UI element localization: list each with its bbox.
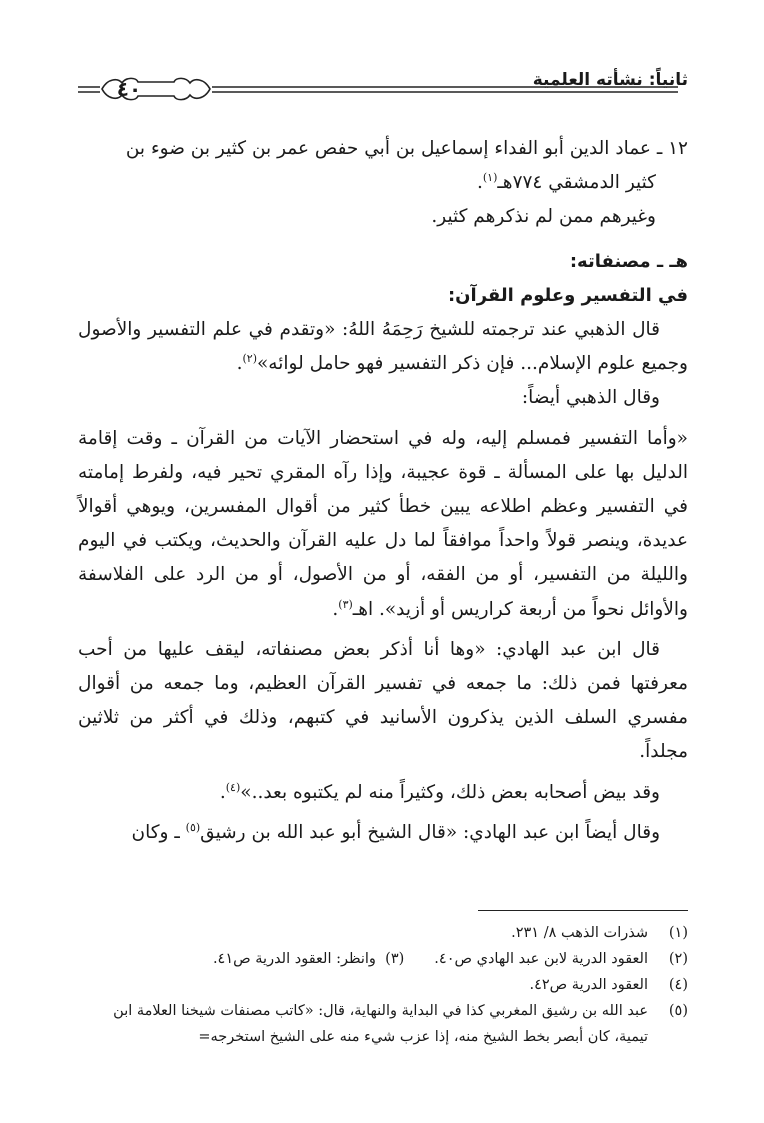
footnote-ref-1: (١) — [482, 171, 498, 185]
footnote-ref-5: (٥) — [185, 820, 201, 834]
footnote-number: (٥) — [668, 1003, 688, 1019]
footnote-number: (٤) — [668, 977, 688, 993]
list-item-12-line2: كثير الدمشقي ٧٧٤هـ — [497, 172, 656, 194]
footnote-text: عبد الله بن رشيق المغربي كذا في البداية والنهاية، قال: «كاتب مصنفات شيخنا العلامة ابن تيمية، كان أبصر بخط الشيخ منه، إذا عزب شيء منه على الشيخ استخرجه= — [113, 1003, 648, 1045]
footnote — [78, 998, 688, 1050]
footnote-separator — [478, 910, 688, 911]
quotation-paragraph — [78, 422, 688, 627]
page-number: ٤٠ — [116, 77, 142, 101]
paragraph-text: وقال أيضاً ابن عبد الهادي: «قال الشيخ أبو عبد الله بن رشيق — [200, 821, 660, 843]
footnote-number: (٢) — [668, 951, 688, 967]
sub-heading: في التفسير وعلوم القرآن: — [447, 284, 688, 306]
section-heading: هـ ـ مصنفاته: — [569, 250, 688, 272]
others-line: وغيرهم ممن لم نذكرهم كثير. — [431, 206, 656, 228]
punctuation: . — [236, 353, 243, 375]
footnotes — [78, 920, 688, 1050]
footnote-text: العقود الدرية لابن عبد الهادي ص٤٠. — [434, 951, 648, 967]
list-item-12-continuation — [78, 166, 688, 200]
running-header — [78, 70, 688, 110]
footnote-number: (٣) — [385, 951, 405, 967]
footnote — [78, 972, 688, 998]
paragraph: وقال الذهبي أيضاً: — [521, 387, 660, 409]
footnote-ref-4: (٤) — [225, 780, 241, 794]
paragraph — [78, 313, 688, 381]
main-text — [78, 132, 688, 850]
paragraph-text: «وأما التفسير فمسلم إليه، وله في استحضار الآيات من القرآن ـ وقت إقامة الدليل بها على المسألة ـ قوة عجيبة، وإذا رآه المقري تحير فيه، ولفرط إمامته في التفسير وعظم اطلاعه يبين خطأ كثير من أقوال المفسرين، ويوهي أقوالاً عديدة، وينصر قولاً واحداً موافقاً لما دل عليه القرآن والحديث، ويكتب في اليوم والليلة من التفسير، أو من الفقه، أو من الأصول، أو من الرد على الفلاسفة والأوائل نحواً من أربعة كراريس أو أزيد». اهـ — [78, 427, 688, 620]
footnote-text: شذرات الذهب ٨/ ٢٣١. — [511, 925, 648, 941]
list-item-12-line1: ١٢ ـ عماد الدين أبو الفداء إسماعيل بن أبي حفص عمر بن كثير بن ضوء بن — [125, 138, 688, 159]
paragraph — [78, 776, 688, 810]
paragraph: قال ابن عبد الهادي: «وها أنا أذكر بعض مصنفاته، ليقف عليها من أحب معرفتها فمن ذلك: ما جمعه في تفسير القرآن العظيم، وما جمعه من أقوال مفسري السلف الذين يذكرون الأسانيد في كتبهم، وذلك في أكثر من ثلاثين مجلداً. — [78, 638, 688, 763]
paragraph — [78, 816, 688, 850]
footnote — [78, 920, 688, 946]
footnote-ref-2: (٢) — [242, 352, 257, 366]
paragraph-text: وقد بيض أصحابه بعض ذلك، وكثيراً منه لم يكتبوه بعد..» — [240, 781, 660, 803]
footnote-ref-3: (٣) — [338, 597, 353, 611]
running-title: ثانياً: نشأته العلمية — [532, 70, 688, 90]
punctuation: . — [332, 598, 339, 620]
list-item-12 — [78, 132, 688, 166]
footnote-text: العقود الدرية ص٤٢. — [529, 977, 648, 993]
page-number-ornament — [78, 74, 678, 104]
footnote-number: (١) — [668, 925, 688, 941]
paragraph-text: ـ وكان — [131, 821, 186, 843]
footnote-text: وانظر: العقود الدرية ص٤١. — [212, 951, 376, 967]
footnote — [78, 946, 688, 972]
paragraph-text: قال الذهبي عند ترجمته للشيخ رَحِمَهُ اللهُ: «وتقدم في علم التفسير والأصول وجميع علوم الإسلام... فإن ذكر التفسير فهو حامل لوائه» — [78, 319, 688, 375]
punctuation: . — [476, 172, 483, 194]
punctuation: . — [219, 781, 226, 803]
